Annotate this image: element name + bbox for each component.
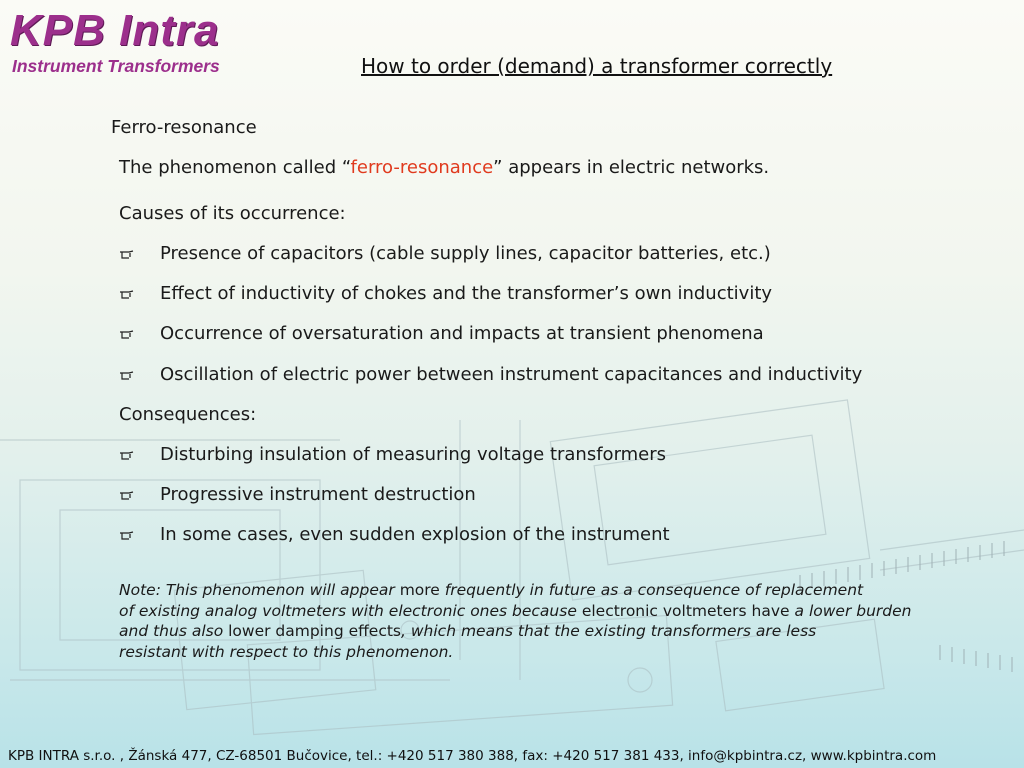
cause-text: Occurrence of oversaturation and impacts at transient phenomena — [160, 323, 764, 344]
note-paragraph — [119, 580, 999, 662]
consequences-heading-text: Consequences — [119, 404, 251, 425]
section-title: Ferro-resonance — [111, 117, 257, 138]
intro-sentence — [119, 157, 769, 178]
note-emphasis: lower damping effects — [228, 622, 402, 640]
note-text: , which means that the existing transformers are less — [401, 622, 817, 640]
logo-name: KPB Intra — [10, 6, 220, 55]
page-title: How to order (demand) a transformer correctly — [361, 54, 833, 78]
consequence-text: Progressive instrument destruction — [160, 484, 476, 505]
cause-text: Presence of capacitors (cable supply lines, capacitor batteries, etc.) — [160, 243, 771, 264]
note-emphasis: electronic voltmeters have — [581, 601, 790, 620]
note-line — [119, 601, 999, 622]
note-text: frequently in future as a consequence of replacement — [439, 581, 864, 599]
consequence-text: Disturbing insulation of measuring voltage transformers — [160, 444, 667, 465]
pointing-hand-icon — [119, 327, 135, 341]
cause-text: Effect of inductivity of chokes and the transformer’s own inductivity — [160, 283, 773, 304]
cause-text: Oscillation of electric power between instrument capacitances and inductivity — [160, 364, 863, 385]
note-text: of existing analog voltmeters with electronic ones because — [119, 601, 582, 620]
footer-contact: KPB INTRA s.r.o. , Žánská 477, CZ-68501 Bučovice, tel.: +420 517 380 388, fax: +420 517 381 433, info@kpbintra.cz, www.kpbintra.com — [8, 748, 937, 764]
consequences-colon: : — [250, 404, 257, 425]
pointing-hand-icon — [119, 368, 135, 382]
consequence-text: In some cases, even sudden explosion of the instrument — [160, 524, 670, 545]
note-text: and thus also — [119, 622, 229, 640]
technical-drawing-background — [0, 380, 1024, 740]
intro-after: ” appears in electric networks. — [493, 157, 770, 178]
pointing-hand-icon — [119, 287, 135, 301]
intro-before: The phenomenon called “ — [119, 157, 351, 178]
pointing-hand-icon — [119, 528, 135, 542]
causes-heading: Causes of its occurrence: — [119, 203, 346, 224]
pointing-hand-icon — [119, 488, 135, 502]
consequences-heading — [119, 404, 256, 425]
logo-tagline: Instrument Transformers — [12, 56, 220, 76]
note-text: Note: This phenomenon will appear — [119, 581, 400, 599]
note-line: resistant with respect to this phenomenon. — [119, 642, 454, 661]
note-emphasis: more — [399, 581, 440, 599]
pointing-hand-icon — [119, 247, 135, 261]
pointing-hand-icon — [119, 448, 135, 462]
note-line — [119, 621, 999, 642]
note-text: a lower burden — [789, 601, 912, 620]
note-line — [119, 580, 999, 601]
intro-highlight: ferro-resonance — [350, 157, 494, 178]
